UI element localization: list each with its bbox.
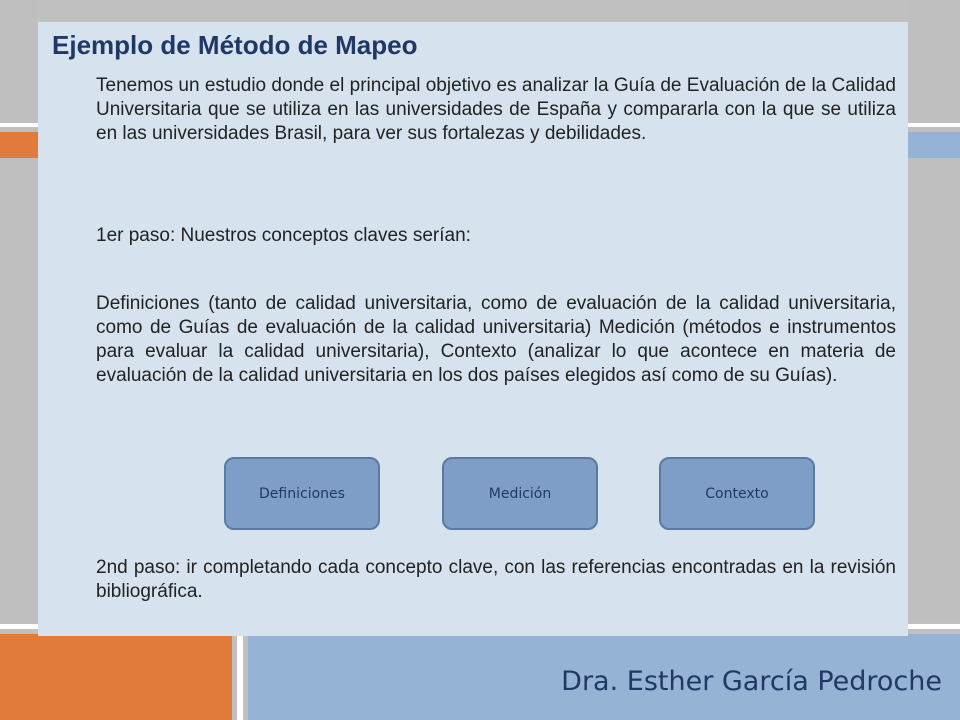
definitions-paragraph: Definiciones (tanto de calidad universitaria, como de evaluación de la calidad universitaria, como de Guías de evaluación de la calidad universitaria) Medición (métodos e instrumentos para evaluar la calidad universitaria), Contexto (analizar lo que acontece en materia de evaluación de la calidad universitaria en los dos países elegidos así como de su Guías).	[96, 293, 896, 386]
right-margin-strip	[908, 0, 960, 620]
author-name: Dra. Esther García Pedroche	[561, 666, 942, 697]
footer-divider	[237, 624, 243, 720]
footer-orange-block	[0, 634, 232, 720]
slide-title: Ejemplo de Método de Mapeo	[52, 30, 418, 60]
concept-box-definiciones: Definiciones	[224, 457, 380, 530]
concept-box-contexto: Contexto	[659, 457, 815, 530]
concept-box-medicion: Medición	[442, 457, 598, 530]
left-accent-bar	[0, 132, 38, 158]
content-panel	[38, 22, 908, 636]
step2-paragraph: 2nd paso: ir completando cada concepto clave, con las referencias encontradas en la revisión bibliográfica.	[96, 557, 896, 602]
intro-paragraph: Tenemos un estudio donde el principal objetivo es analizar la Guía de Evaluación de la Calidad Universitaria que se utiliza en las universidades de España y compararla con la que se utiliza en las universidades Brasil, para ver sus fortalezas y debilidades.	[96, 75, 896, 144]
left-margin-strip	[0, 0, 38, 720]
right-accent-bar	[908, 132, 960, 158]
step1-paragraph: 1er paso: Nuestros conceptos claves serían:	[96, 225, 471, 246]
